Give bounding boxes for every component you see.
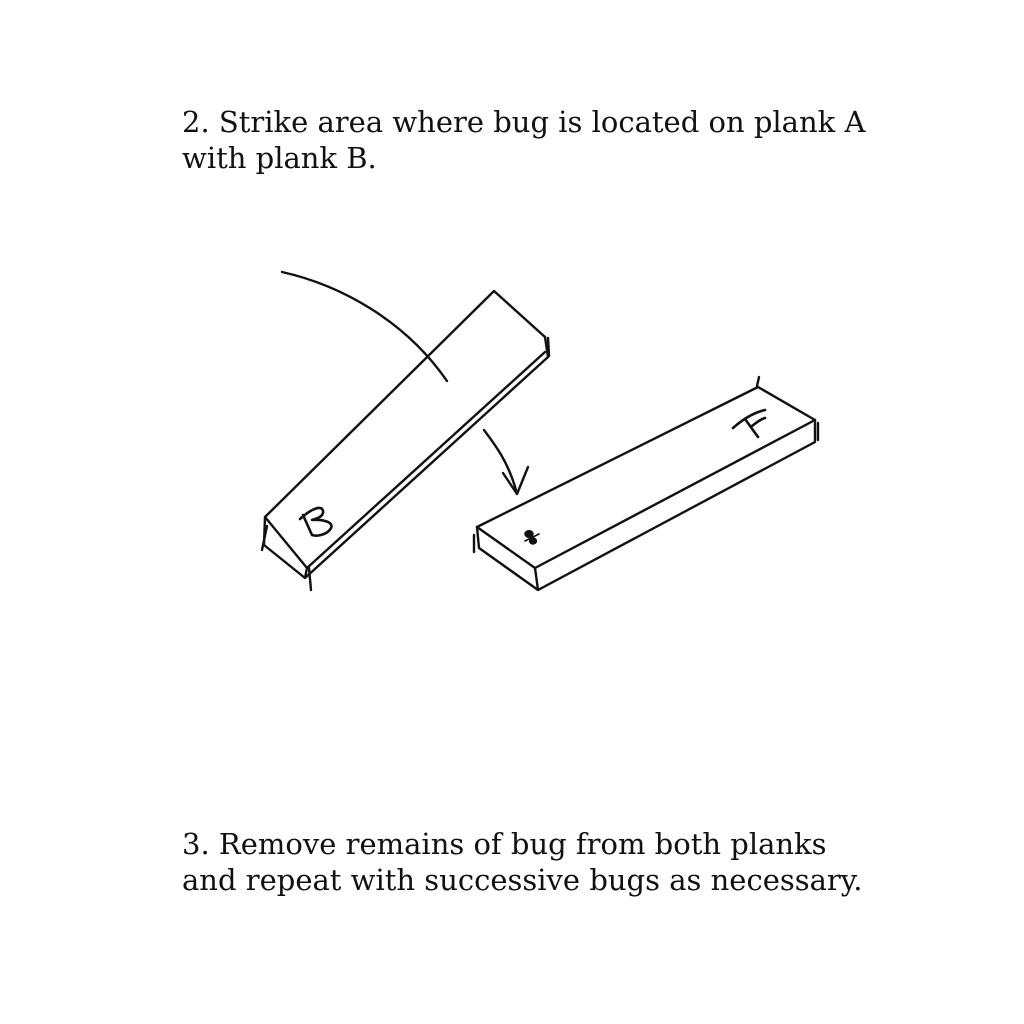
plank-a [474,377,818,590]
plank-b-side-face [264,337,548,578]
instruction-step-3 [182,826,882,898]
step-2-line-2: with plank B. [182,141,377,175]
swing-motion-arc [282,272,447,381]
step-3-line-1: 3. Remove remains of bug from both planks [182,827,827,861]
plank-a-edge-marks [474,377,818,552]
plank-a-top-face [477,387,815,568]
step-3-line-2: and repeat with successive bugs as necessary. [182,863,863,897]
plank-a-letter-mark [733,410,765,437]
step-2-line-1: 2. Strike area where bug is located on plank A [182,105,866,139]
strike-arrow [484,430,528,494]
bug-icon [525,531,539,544]
plank-b-letter-mark [300,508,331,536]
